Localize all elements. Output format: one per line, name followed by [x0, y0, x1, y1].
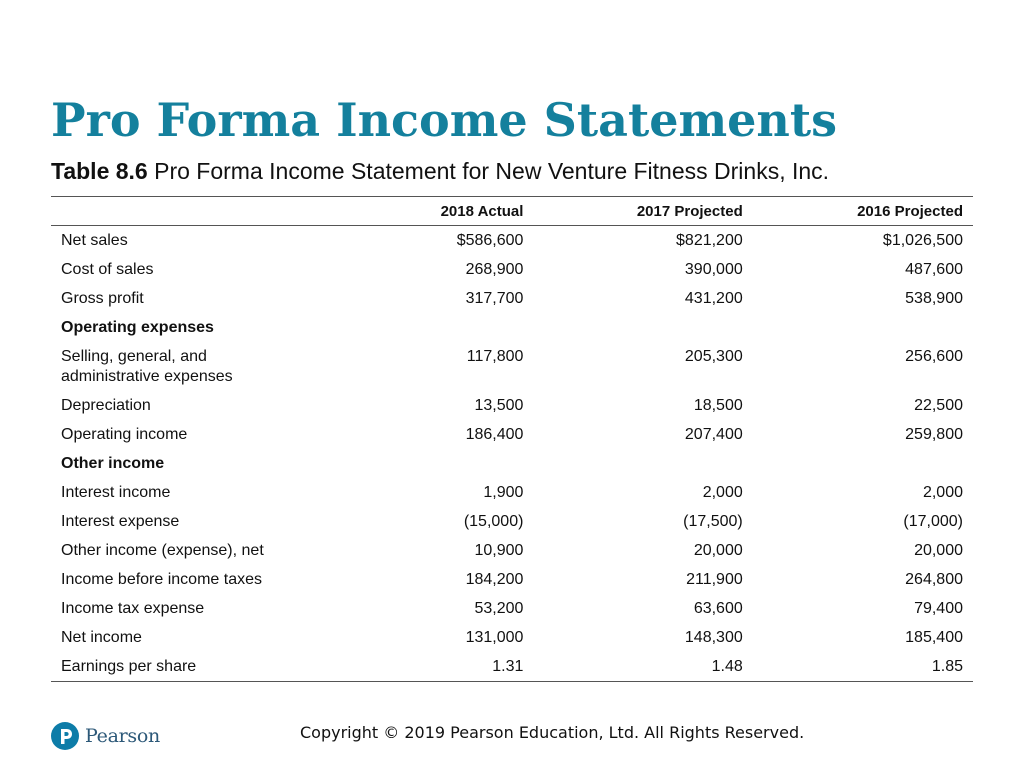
value-2018-actual: [314, 313, 533, 342]
value-2016-projected: 22,500: [914, 397, 963, 414]
value-2018-actual: [314, 449, 533, 478]
value-2017-projected: 211,900: [686, 571, 743, 588]
value-2017-projected: [533, 313, 752, 342]
value-2018-actual: (15,000): [463, 513, 524, 530]
value-2017-projected: 18,500: [693, 397, 743, 414]
row-label: Operating expenses: [61, 319, 214, 336]
pearson-p-logo-icon: [51, 722, 79, 750]
value-2017-projected: $821,200: [676, 232, 743, 249]
value-2016-projected: $1,026,500: [882, 232, 963, 249]
row-label: Earnings per share: [51, 652, 314, 682]
table-row: [51, 284, 973, 313]
value-2017-projected: 1.48: [533, 652, 752, 682]
value-2016-projected: 2,000: [922, 484, 963, 501]
pearson-wordmark: Pearson: [85, 725, 160, 747]
row-label: Net sales: [61, 232, 128, 249]
row-label: Interest expense: [61, 513, 180, 530]
column-header-2016-projected: 2016 Projected: [753, 197, 973, 226]
row-label: Income before income taxes: [61, 571, 262, 588]
table-row: [51, 623, 973, 652]
value-2017-projected: 63,600: [693, 600, 743, 617]
value-2018-actual: 10,900: [474, 542, 524, 559]
value-2018-actual: 184,200: [465, 571, 524, 588]
value-2016-projected: 1.85: [753, 652, 973, 682]
value-2017-projected: 148,300: [684, 629, 743, 646]
table-body: [51, 226, 973, 682]
value-2016-projected: 538,900: [905, 290, 963, 307]
value-2018-actual: 131,000: [465, 629, 524, 646]
value-2018-actual: 53,200: [474, 600, 524, 617]
value-2017-projected: [533, 449, 752, 478]
value-2017-projected: 431,200: [684, 290, 743, 307]
table-row: [51, 536, 973, 565]
row-label: Gross profit: [61, 290, 144, 307]
value-2018-actual: $586,600: [456, 232, 524, 249]
table-row: [51, 594, 973, 623]
table-caption-text: Pro Forma Income Statement for New Venture Fitness Drinks, Inc.: [147, 158, 830, 184]
value-2016-projected: 79,400: [914, 600, 963, 617]
value-2016-projected: 185,400: [905, 629, 963, 646]
value-2016-projected: [753, 449, 973, 478]
table-row: [51, 391, 973, 420]
row-label: Cost of sales: [61, 261, 154, 278]
table-row: [51, 478, 973, 507]
value-2016-projected: 256,600: [905, 348, 963, 365]
value-2018-actual: 186,400: [465, 426, 524, 443]
value-2016-projected: [753, 313, 973, 342]
table-row: [51, 420, 973, 449]
row-label: Operating income: [61, 426, 188, 443]
value-2018-actual: 13,500: [474, 397, 524, 414]
income-statement-table: [51, 196, 973, 682]
table-section-row: [51, 449, 973, 478]
column-header-label: [51, 197, 314, 226]
table-row: [51, 342, 973, 391]
pearson-logo: [51, 719, 160, 753]
table-number: Table 8.6: [51, 158, 148, 184]
value-2016-projected: (17,000): [903, 513, 963, 530]
value-2018-actual: 1,900: [483, 484, 524, 501]
row-label: Net income: [61, 629, 142, 646]
value-2017-projected: 390,000: [684, 261, 743, 278]
value-2017-projected: 20,000: [693, 542, 743, 559]
value-2018-actual: 317,700: [465, 290, 524, 307]
value-2018-actual: 117,800: [466, 348, 524, 365]
row-label: Other income (expense), net: [61, 542, 264, 559]
column-header-2017-projected: 2017 Projected: [533, 197, 752, 226]
value-2017-projected: 205,300: [684, 348, 743, 365]
row-label: Depreciation: [61, 397, 151, 414]
table-row: [51, 226, 973, 256]
value-2017-projected: (17,500): [683, 513, 743, 530]
value-2017-projected: 2,000: [702, 484, 743, 501]
table-section-row: [51, 313, 973, 342]
slide-title: Pro Forma Income Statements: [51, 93, 837, 147]
value-2017-projected: 207,400: [684, 426, 743, 443]
row-label: Selling, general, and administrative expenses: [61, 348, 233, 385]
column-header-2018-actual: 2018 Actual: [314, 197, 533, 226]
value-2016-projected: 487,600: [905, 261, 963, 278]
table-row: [51, 255, 973, 284]
copyright-notice: Copyright © 2019 Pearson Education, Ltd. All Rights Reserved.: [300, 723, 805, 742]
value-2016-projected: 20,000: [914, 542, 963, 559]
table-row: [51, 507, 973, 536]
row-label: Interest income: [61, 484, 171, 501]
table-caption: [51, 157, 829, 185]
value-2018-actual: 268,900: [465, 261, 524, 278]
table-row: [51, 652, 973, 682]
table-row: [51, 565, 973, 594]
row-label: Income tax expense: [61, 600, 205, 617]
value-2016-projected: 259,800: [905, 426, 963, 443]
row-label: Other income: [61, 455, 165, 472]
value-2018-actual: 1.31: [314, 652, 533, 682]
table-header-row: [51, 197, 973, 226]
value-2016-projected: 264,800: [905, 571, 963, 588]
